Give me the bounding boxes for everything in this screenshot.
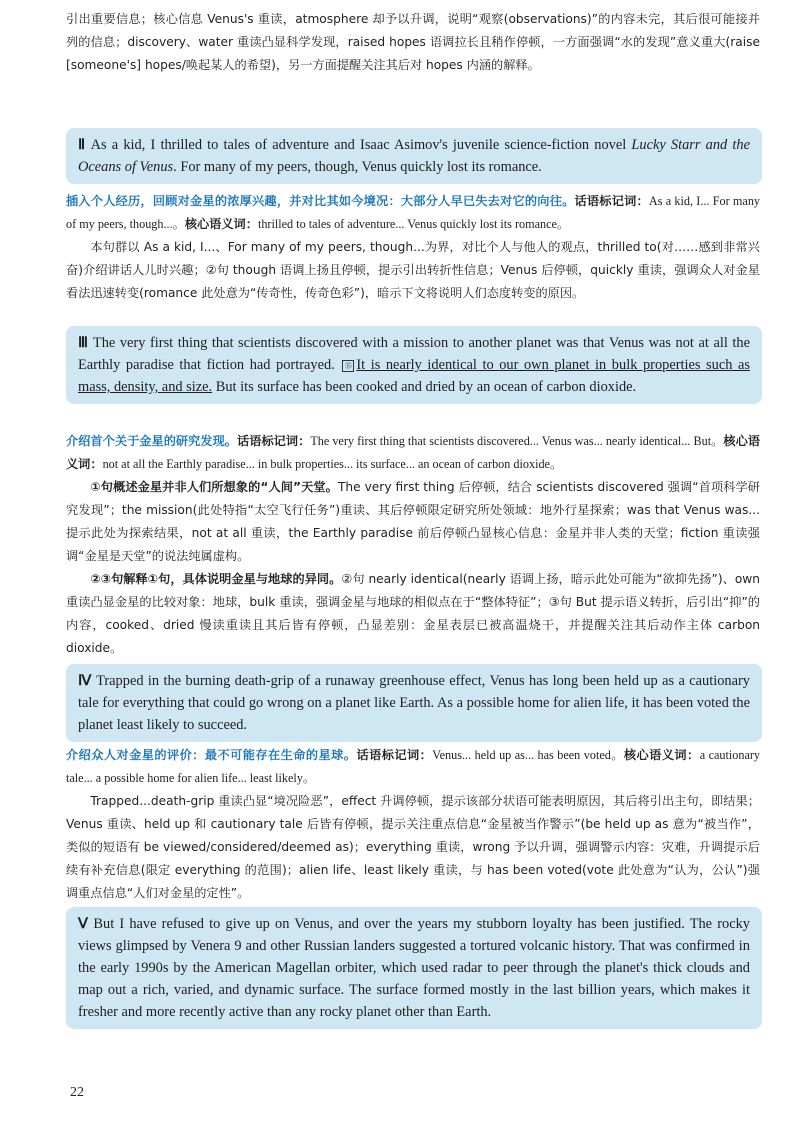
underlined-sentence: It is nearly identical to our own planet in bulk properties such as mass, density, and size. [78,357,750,395]
analysis-2-summary: 插入个人经历，回顾对金星的浓厚兴趣，并对比其如今境况：大部分人早已失去对它的向往。话语标记词：As a kid, I... For many of my peers, though...。核心语义词：thrilled to tales of adventure... Venus quickly lost its romance。 [66,194,761,231]
analysis-3-para-1: ①句概述金星并非人们所想象的“人间”天堂。The very first thing 后停顿，结合 scientists discovered 强调“首项科学研究发现”；the mission(此处特指“太空飞行任务”)重读、其后停顿限定研究所处领域：地外行星探索；was that Venus was...提示此处为探索结果，not at all 重读，the Earthly paradise 前后停顿凸显核心信息：金星并非人类的天堂；fiction 重读强调“金星是天堂”的说法纯属虚构。 [66,480,760,563]
passage-box-3 [66,326,762,404]
passage-4-text: Ⅳ Trapped in the burning death-grip of a runaway greenhouse effect, Venus has long been held up as a cautionary tale for everything that could go wrong on a planet like Earth. As a possible home for alien life, it has been voted the planet least likely to succeed. [78,673,751,733]
roman-numeral-3: Ⅲ [78,335,89,351]
roman-numeral-4: Ⅳ [78,673,93,689]
analysis-3-heading: 介绍首个关于金星的研究发现。 [66,434,238,448]
analysis-3-summary: 介绍首个关于金星的研究发现。话语标记词：The very first thing that scientists discovered... Venus was... nearly identical... But。核心语义词：not at all the Earthly paradise... in bulk properties... its surface... an ocean of carbon dioxide。 [66,434,761,471]
analysis-4-body: Trapped...death-grip 重读凸显“境况险恶”，effect 升调停顿，提示该部分状语可能表明原因，其后将引出主句，即结果；Venus 重读、held up 和 cautionary tale 后皆有停顿，提示关注重点信息“金星被当作警示”(be held up as 意为“被当作”，类似的短语有 be viewed/considered/deemed as)；everything 重读，wrong 予以升调，强调警示内容：灾难，升调提示后续有补充信息(限定 everything 的范围)；alien life、least likely 重读，与 has been voted(vote 此处意为“认为，公认”)强调重点信息“人们对金星的定性”。 [66,794,760,900]
sentence-marker: ⑮ [342,360,354,372]
passage-5-text: Ⅴ But I have refused to give up on Venus, and over the years my stubborn loyalty has been justified. The rocky views glimpsed by Venera 9 and other Russian landers suggested a tortured volcanic history. That was confirmed in the early 1990s by the American Magellan orbiter, which used radar to peer through the planet's thick clouds and map out a rich, varied, and dynamic surface. The surface formed mostly in the last billion years, which makes it fresher and more recently active than any rocky planet other than Earth. [78,916,750,1020]
passage-box-4 [66,664,762,742]
analysis-2-body: 本句群以 As a kid, I...、For many of my peers, though...为界，对比个人与他人的观点，thrilled to(对……感到非常兴奋)介绍讲话人儿时兴趣；②句 though 语调上扬且停顿，提示引出转折性信息；Venus 后停顿，quickly 重读，强调众人对金星看法迅速转变(romance 此处意为“传奇性，传奇色彩”)，暗示下文将说明人们态度转变的原因。 [66,240,760,300]
roman-numeral-5: Ⅴ [78,916,90,932]
analysis-4-summary: 介绍众人对金星的评价：最不可能存在生命的星球。话语标记词：Venus... held up as... has been voted。核心语义词：a cautionary tale... a possible home for alien life... least likely。 [66,748,761,785]
page-number: 22 [70,1085,84,1100]
passage-2-text: Ⅱ As a kid, I thrilled to tales of adventure and Isaac Asimov's juvenile science-fiction novel Lucky Starr and the Oceans of Venus. For many of my peers, though, Venus quickly lost its romance. [78,137,750,175]
analysis-3 [66,430,760,660]
passage-box-5 [66,907,762,1029]
roman-numeral-2: Ⅱ [78,137,87,153]
top-paragraph: 引出重要信息；核心信息 Venus's 重读，atmosphere 却予以升调，说明“观察(observations)”的内容未完，其后很可能接并列的信息；discovery、water 重读凸显科学发现，raised hopes 语调拉长且稍作停顿，一方面强调“水的发现”意义重大(raise [someone's] hopes/唤起某人的希望)，另一方面提醒关注其后对 hopes 内涵的解释。 [66,12,760,72]
novel-title: Lucky Starr and the Oceans of Venus [78,137,750,175]
analysis-4-heading: 介绍众人对金星的评价：最不可能存在生命的星球。 [66,748,357,762]
passage-3-text: Ⅲ The very first thing that scientists discovered with a mission to another planet was that Venus was not at all the Earthly paradise that fiction had portrayed. ⑮ It is nearly identical to our own planet in bulk properties such as mass, density, and size. But its surface has been cooked and dried by an ocean of carbon dioxide. [78,335,751,395]
passage-box-2 [66,128,762,184]
analysis-2 [66,190,760,305]
analysis-3-para-2: ②③句解释①句，具体说明金星与地球的异同。②句 nearly identical(nearly 语调上扬，暗示此处可能为“欲抑先扬”)、own 重读凸显金星的比较对象：地球，bulk 重读，强调金星与地球的相似点在于“整体特征”；③句 But 提示语义转折，后引出“抑”的内容，cooked、dried 慢读重读且其后皆有停顿，凸显差别：金星表层已被高温烧干，并提醒关注其后动作主体 carbon dioxide。 [66,572,760,655]
analysis-2-heading: 插入个人经历，回顾对金星的浓厚兴趣，并对比其如今境况：大部分人早已失去对它的向往。 [66,194,575,208]
analysis-4 [66,744,760,905]
